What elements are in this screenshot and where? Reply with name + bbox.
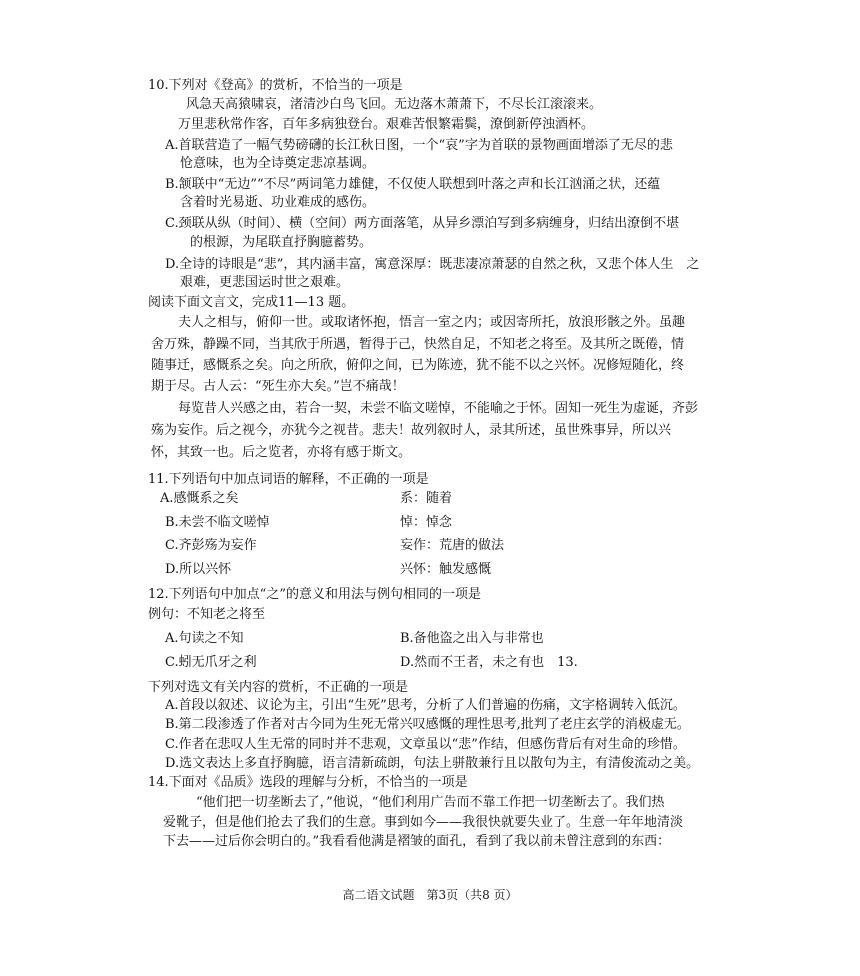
q11-option-b: B.未尝不临文嗟悼 — [165, 515, 270, 530]
reading-intro: 阅读下面文言文，完成11—13 题。 — [148, 295, 355, 310]
q14-excerpt-line-1: “他们把一切垄断去了，”他说，“他们利用广告而不靠工作把一切垄断去了。我们热 — [196, 795, 665, 810]
q10-option-a-line-1: A.首联营造了一幅气势磅礴的长江秋日图，一个“哀”字为首联的景物画面增添了无尽的悲 — [165, 138, 673, 153]
q13-stem: 下列对选文有关内容的赏析，不正确的一项是 — [148, 680, 409, 695]
poem-line-2: 万里悲秋常作客，百年多病独登台。艰难苦恨繁霜鬓，潦倒新停浊酒杯。 — [178, 117, 595, 132]
q11-option-c-gloss: 妄作：荒唐的做法 — [400, 538, 505, 553]
passage-p2-line-2: 殇为妄作。后之视今，亦犹今之视昔。悲夫！故列叙时人，录其所述，虽世殊事异，所以兴 — [151, 423, 672, 438]
passage-p2-line-1: 每览昔人兴感之由，若合一契，未尝不临文嗟悼，不能喻之于怀。固知一死生为虚诞，齐彭 — [178, 401, 699, 416]
page-footer: 高二语文试题 第3页（共8 页） — [342, 888, 518, 902]
q13-option-b: B.第二段渗透了作者对古今同为生死无常兴叹感慨的理性思考,批判了老庄玄学的消极虚无。 — [165, 717, 690, 732]
q10-option-a-line-2: 怆意味，也为全诗奠定悲凉基调。 — [180, 156, 376, 171]
q12-option-a: A.句读之不知 — [165, 631, 244, 646]
passage-p1-line-4: 期于尽。古人云：“死生亦大矣。”岂不痛哉！ — [151, 379, 405, 394]
q11-option-d: D.所以兴怀 — [165, 562, 232, 577]
q12-option-b: B.备他盗之出入与非常也 — [400, 631, 544, 646]
q13-option-d: D.选文表达上多直抒胸臆，语言清新疏朗，句法上骈散兼行且以散句为主，有清俊流动之美。 — [165, 756, 700, 771]
q14-excerpt-line-2: 爱靴子，但是他们抢去了我们的生意。事到如今——我很快就要失业了。生意一年年地清淡 — [163, 815, 684, 830]
q11-option-a: A.感慨系之矣 — [160, 491, 239, 506]
q13-option-a: A.首段以叙述、议论为主，引出“生死”思考，分析了人们普遍的伤痛，文字格调转入低沉。 — [165, 698, 686, 713]
q13-option-c: C.作者在悲叹人生无常的同时并不悲观，文章虽以“悲”作结，但感伤背后有对生命的珍惜。 — [165, 737, 686, 752]
q10-option-d-line-1: D.全诗的诗眼是“悲”，其内涵丰富，寓意深厚：既悲凄凉萧瑟的自然之秋，又悲个体人生 之 — [165, 257, 700, 272]
passage-p2-line-3: 怀，其致一也。后之览者，亦将有感于斯文。 — [151, 445, 412, 460]
passage-p1-line-2: 舍万殊，静躁不同，当其欣于所遇，暂得于己，快然自足，不知老之将至。及其所之既倦，情 — [151, 337, 685, 352]
q11-option-d-gloss: 兴怀：触发感慨 — [400, 562, 492, 577]
q10-option-c-line-1: C.颈联从纵（时间）、横（空间）两方面落笔，从异乡漂泊写到多病缠身，归结出潦倒不堪 — [165, 216, 680, 231]
q12-option-d: D.然而不王者，未之有也 13. — [400, 655, 578, 670]
passage-p1-line-1: 夫人之相与，俯仰一世。或取诸怀抱，悟言一室之内；或因寄所托，放浪形骸之外。虽趣 — [178, 315, 686, 330]
q12-example: 例句：不知老之将至 — [148, 607, 266, 622]
q10-option-c-line-2: 的根源，为尾联直抒胸臆蓄势。 — [190, 235, 373, 250]
q11-option-b-gloss: 悼：悼念 — [400, 515, 453, 530]
poem-line-1: 风急天高猿啸哀，渚清沙白鸟飞回。无边落木萧萧下，不尽长江滚滚来。 — [186, 97, 603, 112]
passage-p1-line-3: 随事迁，感慨系之矣。向之所欣，俯仰之间，已为陈迹，犹不能不以之兴怀。况修短随化，终 — [151, 358, 685, 373]
q10-stem: 10.下列对《登高》的赏析，不恰当的一项是 — [148, 78, 403, 93]
q10-option-b-line-2: 含着时光易逝、功业难成的感伤。 — [180, 195, 376, 210]
q12-stem: 12.下列语句中加点“之”的意义和用法与例句相同的一项是 — [148, 587, 481, 602]
q14-stem: 14.下面对《品质》选段的理解与分析，不恰当的一项是 — [148, 775, 468, 790]
q12-option-c: C.蚓无爪牙之利 — [165, 655, 257, 670]
q11-option-c: C.齐彭殇为妄作 — [165, 538, 257, 553]
q14-excerpt-line-3: 下去——过后你会明白的。”我看看他满是褶皱的面孔，看到了我以前未曾注意到的东西： — [163, 834, 671, 849]
q11-option-a-gloss: 系：随着 — [400, 491, 453, 506]
q10-option-d-line-2: 艰难，更悲国运时世之艰难。 — [180, 275, 350, 290]
q11-stem: 11.下列语句中加点词语的解释，不正确的一项是 — [148, 472, 429, 487]
q10-option-b-line-1: B.颔联中“无边”“不尽”两词笔力雄健，不仅使人联想到叶落之声和长江汹涌之状，还蕴 — [165, 177, 661, 192]
